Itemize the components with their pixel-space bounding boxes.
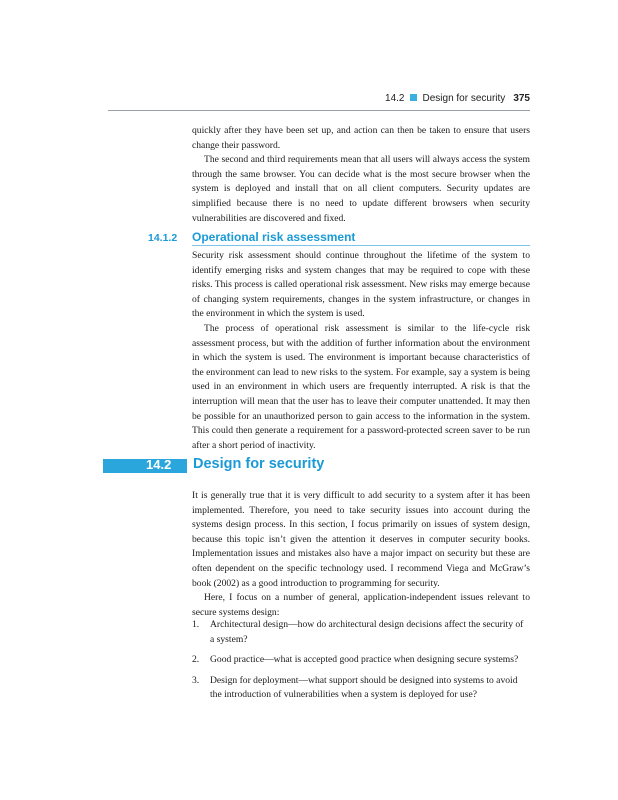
paragraph: The second and third requirements mean that all users will always access the system through the same browser. You can decide what is the most secure browser when the system is deployed and install that on all client computers. Security updates are simplified because there is no need to update different browsers when security vulnerabilities are discovered and fixed. xyxy=(192,154,530,224)
list-item-text: Design for deployment—what support should be designed into systems to avoid the introduction of vulnerabilities when a system is deployed for use? xyxy=(210,674,518,701)
header-section-title: Design for security xyxy=(422,93,506,104)
paragraph: Security risk assessment should continue throughout the lifetime of the system to identify emerging risks and system changes that may be required to cope with these risks. This process is called operational risk assessment. New risks may emerge because of changing system requirements, changes in the system infrastructure, or changes in the environment in which the system is used. xyxy=(192,250,531,320)
header-square-icon xyxy=(410,94,417,101)
running-header xyxy=(108,93,530,109)
subsection-number: 14.1.2 xyxy=(148,232,178,244)
header-rule xyxy=(108,110,530,111)
paragraph: quickly after they have been set up, and action can then be taken to ensure that users change their password. xyxy=(192,125,530,151)
list-item-number: 3. xyxy=(192,674,200,686)
intro-text xyxy=(192,124,530,226)
paragraph: It is generally true that it is very difficult to add security to a system after it has been implemented. Therefore, you need to take security issues into account during the systems design process. In this section, I focus primarily on issues of system design, because this topic isn’t given the attention it deserves in computer security books. Implementation issues and mistakes also have a major impact on security but these are often dependent on the specific technology used. I recommend Viega and McGraw’s book (2002) as a good introduction to programming for security. xyxy=(192,490,530,589)
list-item-number: 2. xyxy=(192,654,200,666)
list-item-text: Good practice—what is accepted good practice when designing secure systems? xyxy=(210,654,519,666)
list-item xyxy=(192,674,530,703)
subsection-title: Operational risk assessment xyxy=(192,230,530,246)
subsection-text xyxy=(192,249,530,453)
paragraph: The process of operational risk assessment is similar to the life-cycle risk assessment process, but with the addition of further information about the environment in which the system is used. The environment is important because characteristics of the environment can lead to new risks to the system. For example, say a system is being used in an environment in which users are frequently interrupted. A risk is that the interruption will mean that the user has to leave their computer unattended. It may then be possible for an unauthorized person to gain access to the information in the system. This could then generate a requirement for a password-protected screen saver to be run after a short period of inactivity. xyxy=(192,322,530,451)
page-number: 375 xyxy=(513,93,530,104)
section-number: 14.2 xyxy=(146,457,172,472)
numbered-list xyxy=(192,618,530,709)
section-title: Design for security xyxy=(193,456,325,472)
paragraph: Here, I focus on a number of general, application-independent issues relevant to secure systems design: xyxy=(192,592,530,618)
list-item xyxy=(192,618,530,647)
list-item-number: 1. xyxy=(192,619,200,630)
section-number-band xyxy=(103,459,187,473)
list-item xyxy=(192,653,530,668)
list-item-text: Architectural design—how do architectural design decisions affect the security of a system? xyxy=(210,619,524,645)
section-text xyxy=(192,489,530,620)
header-section-number: 14.2 xyxy=(385,93,405,104)
